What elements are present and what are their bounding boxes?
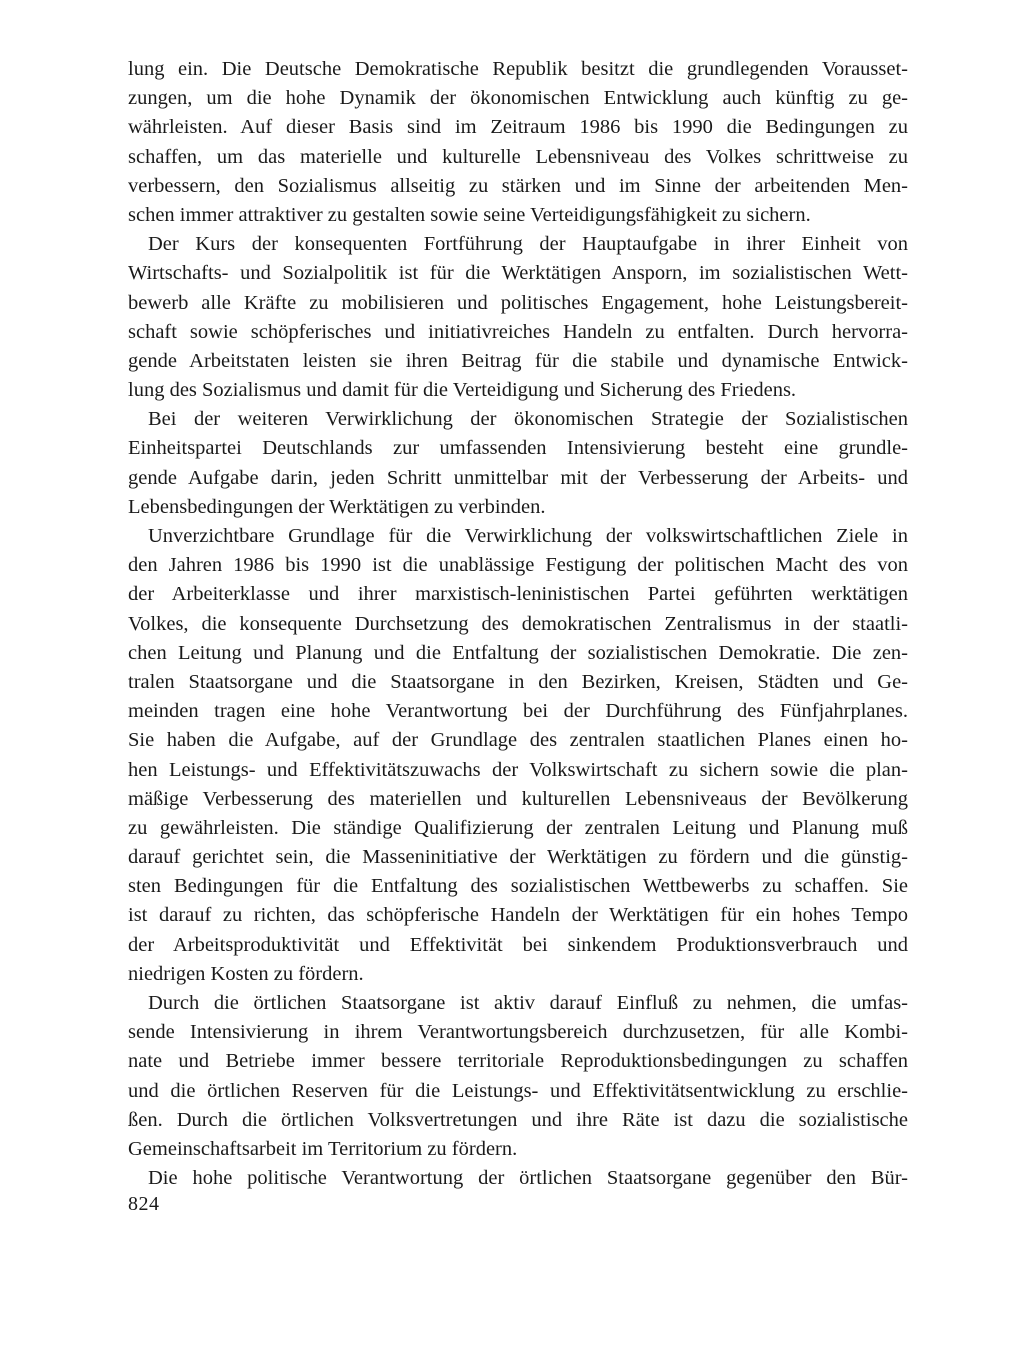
page-body	[128, 55, 908, 1193]
paragraph	[128, 55, 908, 230]
text-line: Einheitspartei Deutschlands zur umfassenden Intensivierung besteht eine grundle-	[128, 437, 908, 460]
text-line: bewerb alle Kräfte zu mobilisieren und politisches Engagement, hohe Leistungsbereit-	[128, 291, 908, 314]
paragraph	[128, 989, 908, 1164]
text-line: mäßige Verbesserung des materiellen und kulturellen Lebensniveaus der Bevölkerung	[128, 787, 908, 810]
text-line: Wirtschafts- und Sozialpolitik ist für die Werktätigen Ansporn, im sozialistischen Wett-	[128, 262, 908, 285]
text-line: schaft sowie schöpferisches und initiativreiches Handeln zu entfalten. Durch hervorra-	[128, 320, 908, 343]
text-line: tralen Staatsorgane und die Staatsorgane in den Bezirken, Kreisen, Städten und Ge-	[128, 670, 908, 693]
text-line: zu gewährleisten. Die ständige Qualifizierung der zentralen Leitung und Planung muß	[128, 816, 908, 839]
text-line: Volkes, die konsequente Durchsetzung des demokratischen Zentralismus in der staatli-	[128, 612, 908, 635]
text-line: währleisten. Auf dieser Basis sind im Zeitraum 1986 bis 1990 die Bedingungen zu	[128, 116, 908, 139]
page-number: 824	[128, 1193, 160, 1215]
text-line: ist darauf zu richten, das schöpferische Handeln der Werktätigen für ein hohes Tempo	[128, 904, 908, 927]
text-line: schaffen, um das materielle und kulturelle Lebensniveau des Volkes schrittweise zu	[128, 145, 908, 168]
paragraph	[128, 1164, 908, 1193]
text-line: Unverzichtbare Grundlage für die Verwirklichung der volkswirtschaftlichen Ziele in	[148, 525, 908, 547]
paragraph	[128, 405, 908, 522]
text-line: Durch die örtlichen Staatsorgane ist aktiv darauf Einfluß zu nehmen, die umfas-	[148, 992, 908, 1014]
text-line: den Jahren 1986 bis 1990 ist die unablässige Festigung der politischen Macht des von	[128, 554, 908, 577]
text-line: verbessern, den Sozialismus allseitig zu stärken und im Sinne der arbeitenden Men-	[128, 174, 908, 197]
text-line: der Arbeitsproduktivität und Effektivität bei sinkendem Produktionsverbrauch und	[128, 933, 908, 956]
text-line: Der Kurs der konsequenten Fortführung der Hauptaufgabe in ihrer Einheit von	[148, 233, 908, 256]
text-line: sende Intensivierung in ihrem Verantwortungsbereich durchzusetzen, für alle Kombi-	[128, 1021, 908, 1044]
text-line: ßen. Durch die örtlichen Volksvertretungen und ihre Räte ist dazu die sozialistische	[128, 1108, 908, 1131]
text-line: lung des Sozialismus und damit für die Verteidigung und Sicherung des Friedens.	[128, 379, 797, 402]
text-line: Gemeinschaftsarbeit im Territorium zu fördern.	[128, 1137, 518, 1160]
text-line: chen Leitung und Planung und die Entfaltung der sozialistischen Demokratie. Die zen-	[128, 641, 908, 664]
text-line: darauf gerichtet sein, die Masseninitiative der Werktätigen zu fördern und die günstig-	[128, 846, 908, 869]
text-line: und die örtlichen Reserven für die Leistungs- und Effektivitätsentwicklung zu erschlie-	[128, 1079, 908, 1102]
text-line: schen immer attraktiver zu gestalten sowie seine Verteidigungsfähigkeit zu sichern.	[128, 203, 811, 226]
text-line: nate und Betriebe immer bessere territoriale Reproduktionsbedingungen zu schaffen	[128, 1050, 908, 1073]
text-line: niedrigen Kosten zu fördern.	[128, 962, 364, 985]
text-line: der Arbeiterklasse und ihrer marxistisch-leninistischen Partei geführten werktätigen	[128, 583, 908, 606]
text-line: gende Aufgabe darin, jeden Schritt unmittelbar mit der Verbesserung der Arbeits- und	[128, 466, 908, 489]
paragraph	[128, 522, 908, 989]
text-line: Lebensbedingungen der Werktätigen zu verbinden.	[128, 495, 546, 518]
text-line: zungen, um die hohe Dynamik der ökonomischen Entwicklung auch künftig zu ge-	[128, 87, 908, 110]
text-line: Die hohe politische Verantwortung der örtlichen Staatsorgane gegenüber den Bür-	[148, 1167, 908, 1190]
text-line: hen Leistungs- und Effektivitätszuwachs der Volkswirtschaft zu sichern sowie die plan-	[128, 758, 908, 781]
text-line: lung ein. Die Deutsche Demokratische Republik besitzt die grundlegenden Vorausset-	[128, 58, 908, 80]
text-line: gende Arbeitstaten leisten sie ihren Beitrag für die stabile und dynamische Entwick-	[128, 349, 908, 372]
text-line: Sie haben die Aufgabe, auf der Grundlage des zentralen staatlichen Planes einen ho-	[128, 729, 908, 752]
text-line: Bei der weiteren Verwirklichung der ökonomischen Strategie der Sozialistischen	[148, 408, 908, 431]
text-line: meinden tragen eine hohe Verantwortung bei der Durchführung des Fünfjahrplanes.	[128, 700, 908, 723]
text-line: sten Bedingungen für die Entfaltung des sozialistischen Wettbewerbs zu schaffen. Sie	[128, 875, 908, 898]
paragraph	[128, 230, 908, 405]
